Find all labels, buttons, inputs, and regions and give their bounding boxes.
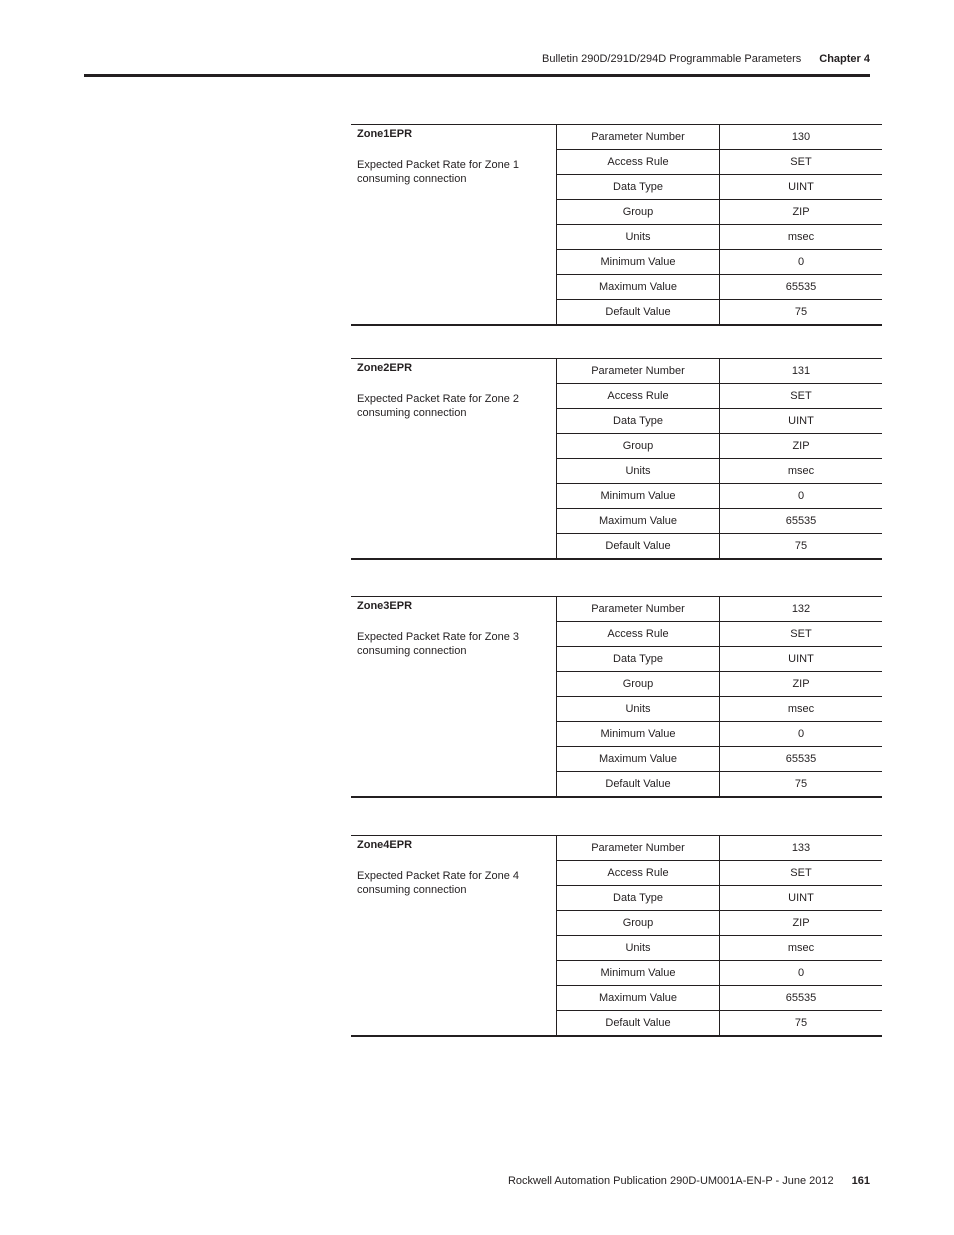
property-label: Maximum Value (557, 747, 720, 772)
property-value: 133 (720, 836, 883, 861)
parameter-description-cell (351, 125, 557, 326)
page-header (542, 53, 870, 65)
property-label: Parameter Number (557, 836, 720, 861)
property-value: ZIP (720, 200, 883, 225)
property-label: Minimum Value (557, 722, 720, 747)
property-value: 131 (720, 359, 883, 384)
property-label: Group (557, 200, 720, 225)
property-value: msec (720, 225, 883, 250)
chapter-label: Chapter 4 (819, 53, 870, 65)
property-value: 75 (720, 772, 883, 798)
property-value: 75 (720, 300, 883, 326)
property-value: SET (720, 622, 883, 647)
property-value: 0 (720, 961, 883, 986)
property-label: Parameter Number (557, 359, 720, 384)
property-label: Minimum Value (557, 484, 720, 509)
property-value: 0 (720, 250, 883, 275)
parameter-table (351, 124, 882, 326)
property-value: 0 (720, 484, 883, 509)
table-row (351, 359, 882, 384)
property-label: Parameter Number (557, 125, 720, 150)
property-label: Data Type (557, 647, 720, 672)
parameter-description: Expected Packet Rate for Zone 3 consuming connection (357, 631, 520, 657)
page-number: 161 (851, 1175, 870, 1187)
parameter-description: Expected Packet Rate for Zone 1 consuming connection (357, 159, 520, 185)
property-label: Data Type (557, 175, 720, 200)
property-label: Group (557, 911, 720, 936)
property-value: msec (720, 459, 883, 484)
property-label: Data Type (557, 409, 720, 434)
property-value: 75 (720, 1011, 883, 1037)
table-row (351, 597, 882, 622)
parameter-name: Zone3EPR (357, 600, 413, 612)
property-label: Minimum Value (557, 961, 720, 986)
parameter-table (351, 835, 882, 1037)
property-label: Data Type (557, 886, 720, 911)
property-label: Access Rule (557, 384, 720, 409)
parameter-table (351, 358, 882, 560)
property-value: 75 (720, 534, 883, 560)
property-label: Access Rule (557, 150, 720, 175)
property-value: SET (720, 150, 883, 175)
property-value: UINT (720, 175, 883, 200)
parameter-description-cell (351, 597, 557, 798)
property-label: Units (557, 459, 720, 484)
page-footer (508, 1175, 870, 1187)
property-value: 65535 (720, 986, 883, 1011)
parameter-name: Zone2EPR (357, 362, 413, 374)
header-title: Bulletin 290D/291D/294D Programmable Parameters (542, 53, 802, 65)
property-value: SET (720, 384, 883, 409)
property-value: UINT (720, 647, 883, 672)
table-row (351, 836, 882, 861)
property-label: Minimum Value (557, 250, 720, 275)
property-label: Maximum Value (557, 275, 720, 300)
property-label: Default Value (557, 300, 720, 326)
property-value: 0 (720, 722, 883, 747)
property-label: Parameter Number (557, 597, 720, 622)
property-label: Default Value (557, 1011, 720, 1037)
property-value: ZIP (720, 672, 883, 697)
property-label: Default Value (557, 534, 720, 560)
property-value: UINT (720, 409, 883, 434)
property-value: ZIP (720, 434, 883, 459)
header-rule (84, 74, 870, 77)
property-value: UINT (720, 886, 883, 911)
table-row (351, 125, 882, 150)
property-value: 65535 (720, 747, 883, 772)
parameter-description: Expected Packet Rate for Zone 2 consuming connection (357, 393, 520, 419)
property-label: Units (557, 936, 720, 961)
property-value: msec (720, 936, 883, 961)
parameter-table (351, 596, 882, 798)
property-label: Default Value (557, 772, 720, 798)
parameter-name: Zone4EPR (357, 839, 413, 851)
parameter-description-cell (351, 836, 557, 1037)
property-label: Group (557, 672, 720, 697)
property-label: Access Rule (557, 622, 720, 647)
property-label: Access Rule (557, 861, 720, 886)
property-value: ZIP (720, 911, 883, 936)
parameter-name: Zone1EPR (357, 128, 413, 140)
property-value: 132 (720, 597, 883, 622)
property-value: 130 (720, 125, 883, 150)
property-label: Units (557, 697, 720, 722)
property-label: Group (557, 434, 720, 459)
property-label: Maximum Value (557, 509, 720, 534)
property-label: Units (557, 225, 720, 250)
property-value: SET (720, 861, 883, 886)
property-label: Maximum Value (557, 986, 720, 1011)
property-value: 65535 (720, 275, 883, 300)
publication-info: Rockwell Automation Publication 290D-UM001A-EN-P - June 2012 (507, 1175, 834, 1187)
parameter-description: Expected Packet Rate for Zone 4 consuming connection (357, 870, 520, 896)
property-value: 65535 (720, 509, 883, 534)
property-value: msec (720, 697, 883, 722)
parameter-description-cell (351, 359, 557, 560)
